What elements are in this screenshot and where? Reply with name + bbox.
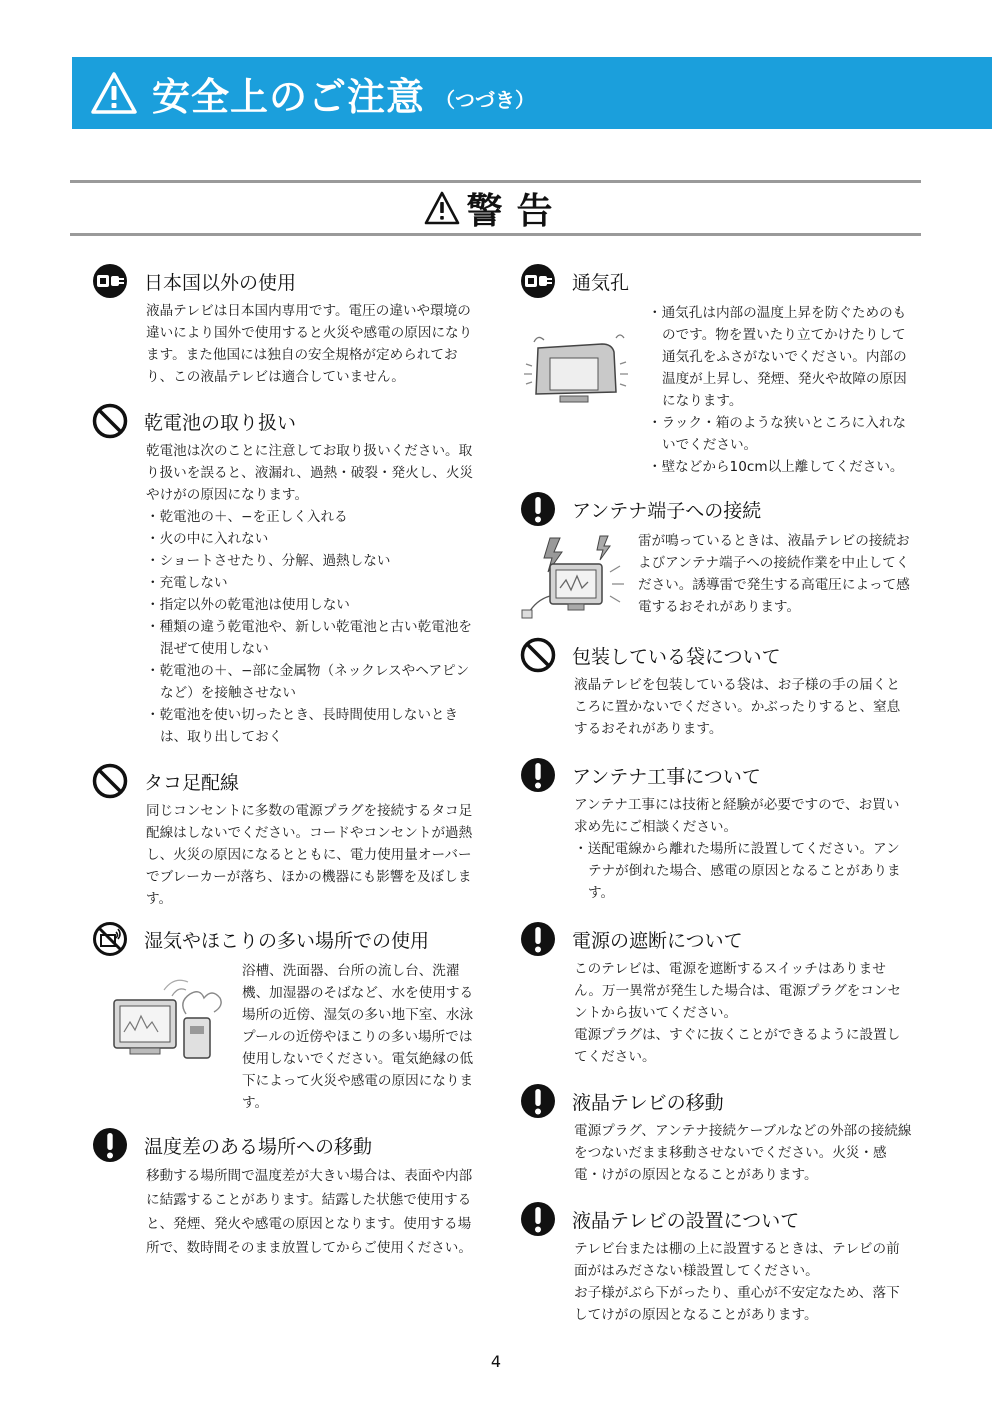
list-item: ・ 乾電池を使い切ったとき、長時間使用しないときは、取り出しておく <box>146 704 474 748</box>
section-text: テレビ台または棚の上に設置するときは、テレビの前面がはみださない様設置してください。 <box>574 1241 900 1279</box>
list-item: ・ 充電しない <box>146 572 474 594</box>
section-title: 包装している袋について <box>572 645 781 668</box>
page-number: 4 <box>490 1352 502 1371</box>
bullet-list <box>146 506 474 748</box>
section-antenna-connection <box>520 490 912 622</box>
section-text: このテレビは、電源を遮断するスイッチはありません。万一異常が発生した場合は、電源プラグをコンセントから抜いてください。 <box>574 961 902 1021</box>
warning-banner-label: 警告 <box>466 190 567 232</box>
page-title: 安全上のご注意 <box>152 74 426 119</box>
section-octopus-wiring <box>92 762 474 910</box>
section-title: アンテナ端子への接続 <box>572 499 762 522</box>
section-text: 雷が鳴っているときは、液晶テレビの接続およびアンテナ端子への接続作業を中止してください。誘導雷で発生する高電圧によって感電するおそれがあります。 <box>638 533 910 615</box>
prohibited-icon <box>92 763 128 799</box>
exclamation-icon <box>520 1083 556 1119</box>
list-item: ・ ラック・箱のような狭いところに入れないでください。 <box>648 412 912 456</box>
section-power-cutoff <box>520 920 912 1068</box>
section-vent-holes <box>520 262 912 478</box>
list-item: ・ 乾電池の＋、−部に金属物（ネックレスやヘアピンなど）を接触させない <box>146 660 474 704</box>
section-temperature-change <box>92 1126 474 1260</box>
section-title: 乾電池の取り扱い <box>144 411 297 434</box>
section-text: 液晶テレビを包装している袋は、お子様の手の届くところに置かないでください。かぶったりすると、窒息するおそれがあります。 <box>574 677 901 737</box>
section-text: 乾電池は次のことに注意してお取り扱いください。取り扱いを誤ると、液漏れ、過熱・破裂・発火し、火災やけがの原因になります。 <box>146 443 474 503</box>
bullet-list <box>574 838 912 904</box>
section-title: 電源の遮断について <box>572 929 743 952</box>
section-title: アンテナ工事について <box>572 765 761 788</box>
section-title: 温度差のある場所への移動 <box>144 1135 373 1158</box>
unplug-icon <box>520 263 556 299</box>
list-item: ・ 乾電池の＋、−を正しく入れる <box>146 506 474 528</box>
list-item: ・ 壁などから10cm以上離してください。 <box>648 456 912 478</box>
humidifier-tv-illustration <box>106 970 226 1080</box>
section-battery-handling <box>92 402 474 748</box>
left-column <box>92 262 474 1280</box>
list-item: ・ 通気孔は内部の温度上昇を防ぐためのものです。物を置いたり立てかけたりして通気孔をふさがないでください。内部の温度が上昇し、発煙、発火や故障の原因になります。 <box>648 302 912 412</box>
section-text: 浴槽、洗面器、台所の流し台、洗濯機、加湿器のそばなど、水を使用する場所の近傍、湿気の多い地下室、水泳プールの近傍やほこりの多い場所では使用しないでください。電気絶縁の低下によって火災や感電の原因になります。 <box>242 963 474 1111</box>
list-item: ・ 種類の違う乾電池や、新しい乾電池と古い乾電池を混ぜて使用しない <box>146 616 474 660</box>
section-text: アンテナ工事には技術と経験が必要ですので、お買い求め先にご相談ください。 <box>574 797 900 835</box>
warning-triangle-icon <box>424 191 460 225</box>
list-item: ・ ショートさせたり、分解、過熱しない <box>146 550 474 572</box>
covered-tv-illustration <box>520 324 630 414</box>
section-humidity-dust <box>92 920 474 1114</box>
exclamation-icon <box>520 757 556 793</box>
right-column <box>520 262 912 1346</box>
exclamation-icon <box>520 1201 556 1237</box>
section-tv-moving <box>520 1082 912 1186</box>
list-item: ・ 送配電線から離れた場所に設置してください。アンテナが倒れた場合、感電の原因となることがあります。 <box>574 838 912 904</box>
exclamation-icon <box>520 921 556 957</box>
lightning-tv-illustration <box>520 532 630 622</box>
prohibited-icon <box>520 637 556 673</box>
no-water-icon <box>92 921 128 957</box>
section-tv-installation <box>520 1200 912 1326</box>
exclamation-icon <box>520 491 556 527</box>
section-text: 電源プラグは、すぐに抜くことができるように設置してください。 <box>574 1027 901 1065</box>
section-title: 日本国以外の使用 <box>144 271 297 294</box>
list-item: ・ 指定以外の乾電池は使用しない <box>146 594 474 616</box>
section-title: 通気孔 <box>572 271 630 294</box>
section-title: 液晶テレビの設置について <box>572 1209 800 1232</box>
section-packaging-bag <box>520 636 912 740</box>
section-title: タコ足配線 <box>144 771 240 794</box>
warning-banner <box>70 180 921 236</box>
unplug-icon <box>92 263 128 299</box>
section-text: 同じコンセントに多数の電源プラグを接続するタコ足配線はしないでください。コードやコンセントが過熱し、火災の原因になるとともに、電力使用量オーバーでブレーカーが落ち、ほかの機器にも影響を及ぼします。 <box>146 803 473 907</box>
exclamation-icon <box>92 1127 128 1163</box>
section-text: 液晶テレビは日本国内専用です。電圧の違いや環境の違いにより国外で使用すると火災や感電の原因になります。また他国には独自の安全規格が定められており、この液晶テレビは適合していません。 <box>146 303 473 385</box>
section-text: 移動する場所間で温度差が大きい場合は、表面や内部に結露することがあります。結露した状態で使用すると、発煙、発火や感電の原因となります。使用する場所で、数時間そのまま放置してからご使用ください。 <box>146 1168 473 1256</box>
list-item: ・ 火の中に入れない <box>146 528 474 550</box>
section-antenna-work <box>520 756 912 904</box>
section-title: 湿気やほこりの多い場所での使用 <box>144 929 430 952</box>
section-text: お子様がぶら下がったり、重心が不安定なため、落下してけがの原因となることがあります。 <box>574 1285 900 1323</box>
section-title: 液晶テレビの移動 <box>572 1091 724 1114</box>
page-header <box>72 57 992 129</box>
prohibited-icon <box>92 403 128 439</box>
page-subtitle: （つづき） <box>435 87 536 112</box>
section-text: 電源プラグ、アンテナ接続ケーブルなどの外部の接続線をつないだまま移動させないでください。火災・感電・けがの原因となることがあります。 <box>574 1123 912 1183</box>
section-overseas-use <box>92 262 474 388</box>
bullet-list <box>648 302 912 478</box>
warning-triangle-icon <box>90 71 138 115</box>
